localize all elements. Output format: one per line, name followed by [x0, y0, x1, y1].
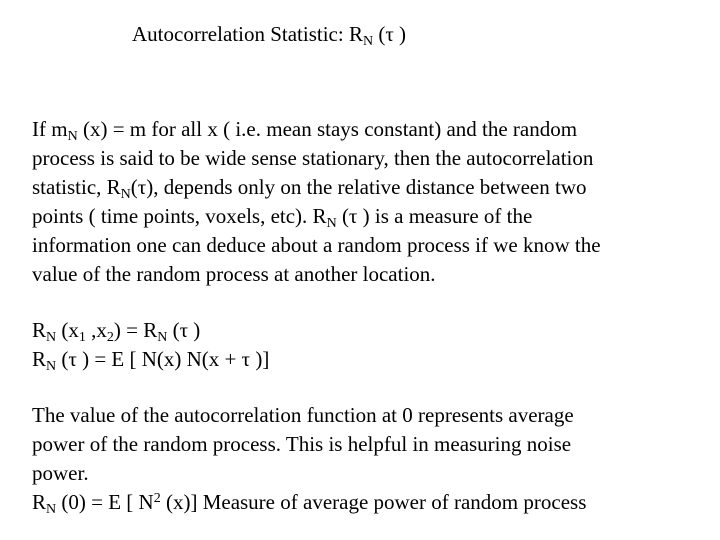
paragraph-stationarity [32, 115, 601, 289]
paragraph-average-power [32, 401, 586, 517]
title-text: Autocorrelation Statistic: R [132, 22, 363, 46]
paragraph-line: The value of the autocorrelation function at 0 represents average [32, 403, 574, 427]
paragraph-line: power. [32, 461, 89, 485]
equation-rn-zero: $R_N$ (0) = E [ $N^2$ (x)] Measure of average power of random process [32, 490, 587, 517]
paragraph-line: statistic, $R_N(\tau)$, depends only on the relative distance between two [32, 175, 587, 202]
paragraph-line: process is said to be wide sense stationary, then the autocorrelation [32, 146, 594, 170]
equations-block [32, 316, 269, 374]
title-subscript: N [362, 34, 374, 49]
paragraph-line: information one can deduce about a random process if we know the [32, 233, 601, 257]
paragraph-line: If $m_N$ (x) = m for all x ( i.e. mean stays constant) and the random [32, 117, 578, 144]
paragraph-line: value of the random process at another location. [32, 262, 436, 286]
equation-rn-tau: $R_N$ (τ ) = E [ N(x) N(x + τ )] [32, 347, 270, 374]
slide-title [132, 20, 406, 48]
paragraph-line: power of the random process. This is helpful in measuring noise [32, 432, 572, 456]
paragraph-line: points ( time points, voxels, etc). $R_N$ (τ ) is a measure of the [32, 204, 533, 231]
title-suffix: (τ ) [373, 22, 407, 46]
equation-rn-x1-x2: $R_N$ ($x_1$ $,x_2) = R_N$ (τ ) [32, 318, 201, 345]
